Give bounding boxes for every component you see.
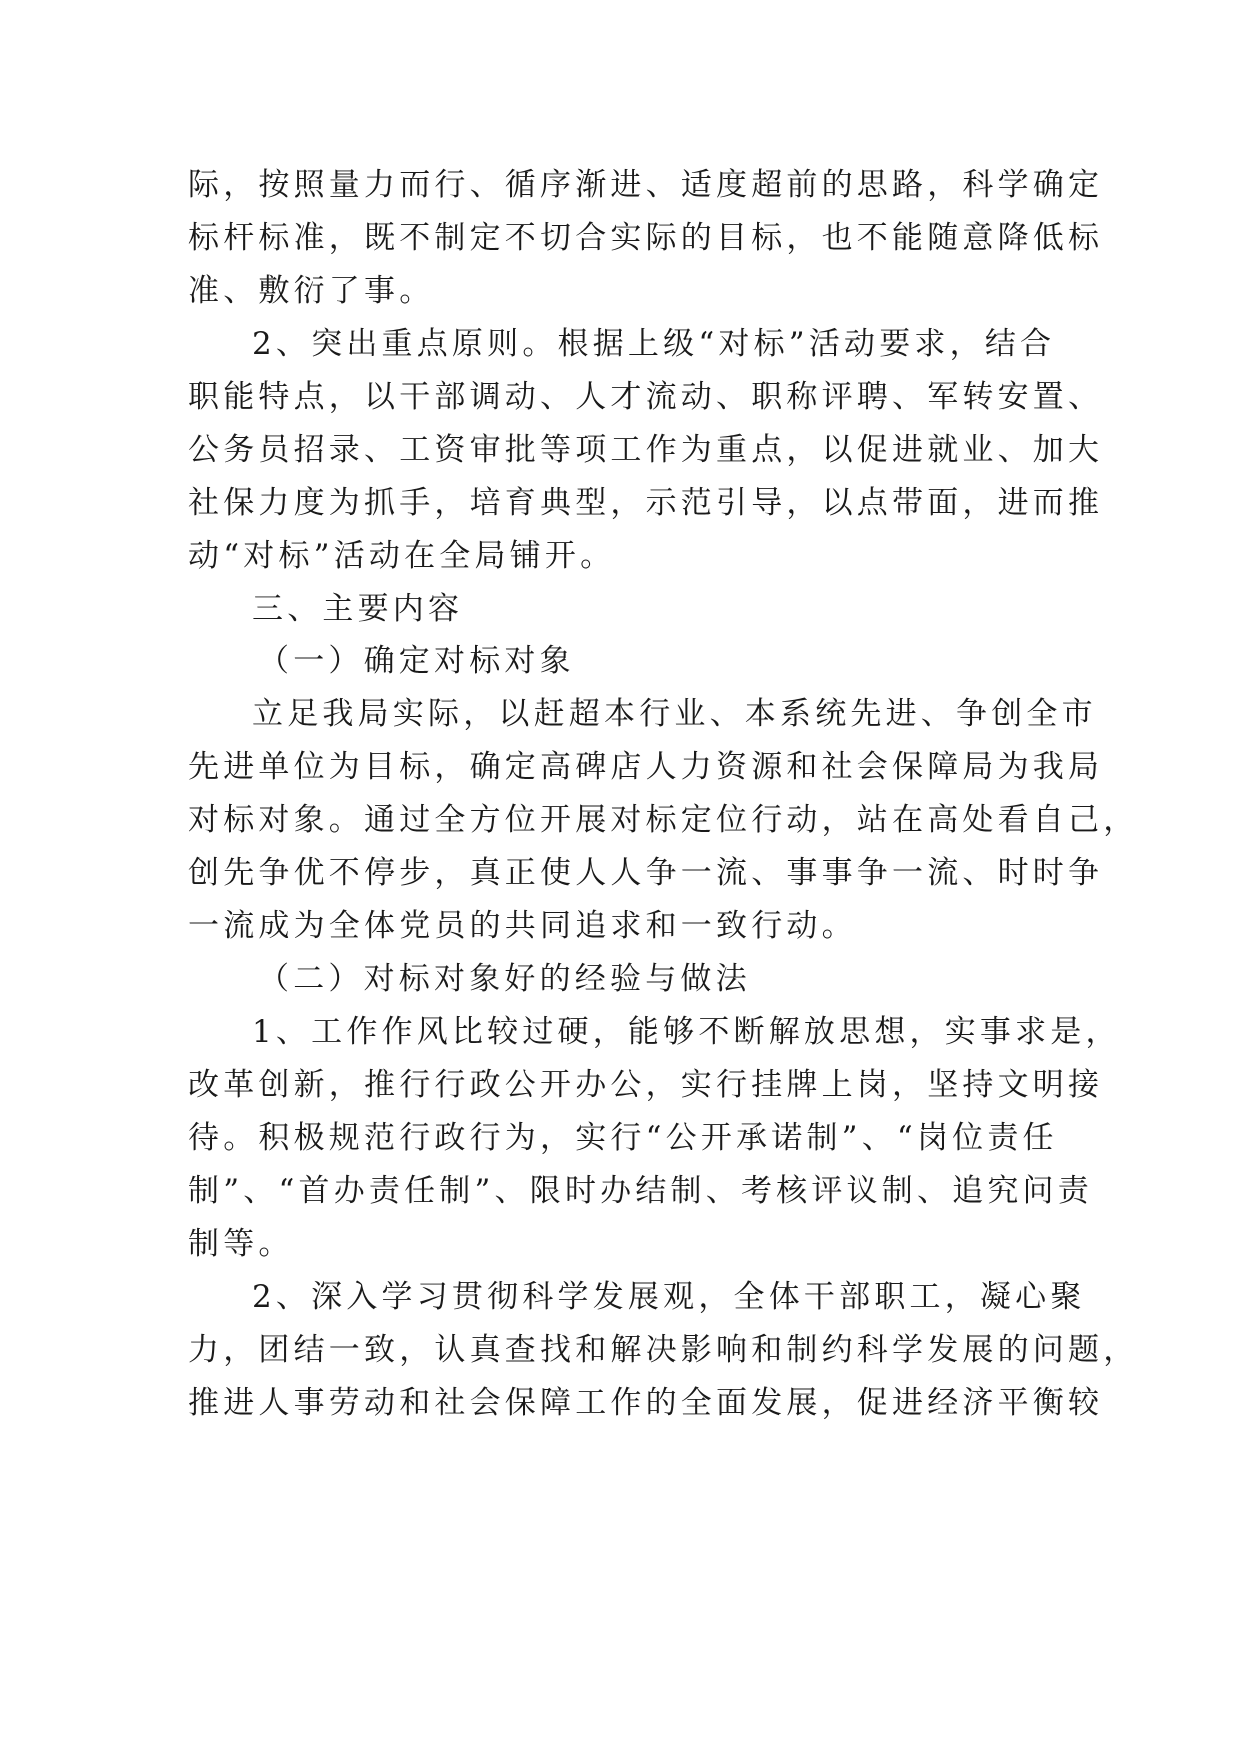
text-line: 先进单位为目标，确定高碑店人力资源和社会保障局为我局 — [188, 749, 1104, 785]
paragraph-start: 立足我局实际，以赶超本行业、本系统先进、争创全市 — [252, 696, 1097, 732]
text-line: 对标对象。通过全方位开展对标定位行动，站在高处看自己， — [188, 802, 1139, 838]
text-line: 制等。 — [188, 1226, 294, 1262]
text-line: 待。积极规范行政行为，实行“公开承诺制”、“岗位责任 — [188, 1120, 1058, 1156]
text-line: 创先争优不停步，真正使人人争一流、事事争一流、时时争 — [188, 855, 1104, 891]
text-line: 制”、“首办责任制”、限时办结制、考核评议制、追究问责 — [188, 1173, 1093, 1209]
paragraph-start: 2、深入学习贯彻科学发展观，全体干部职工，凝心聚 — [252, 1279, 1086, 1315]
paragraph-start: 1、工作作风比较过硬，能够不断解放思想，实事求是， — [252, 1014, 1121, 1050]
text-line: 际，按照量力而行、循序渐进、适度超前的思路，科学确定 — [188, 167, 1104, 203]
text-line: 一流成为全体党员的共同追求和一致行动。 — [188, 908, 857, 944]
subsection-heading: （一）确定对标对象 — [258, 643, 575, 679]
subsection-heading: （二）对标对象好的经验与做法 — [258, 961, 751, 997]
text-line: 改革创新，推行行政公开办公，实行挂牌上岗，坚持文明接 — [188, 1067, 1104, 1103]
text-line: 社保力度为抓手，培育典型，示范引导，以点带面，进而推 — [188, 485, 1104, 521]
text-line: 力，团结一致，认真查找和解决影响和制约科学发展的问题， — [188, 1332, 1139, 1368]
text-line: 推进人事劳动和社会保障工作的全面发展，促进经济平衡较 — [188, 1385, 1104, 1421]
text-line: 动“对标”活动在全局铺开。 — [188, 538, 616, 574]
section-heading: 三、主要内容 — [252, 591, 464, 627]
text-line: 职能特点，以干部调动、人才流动、职称评聘、军转安置、 — [188, 379, 1104, 415]
text-line: 准、敷衍了事。 — [188, 273, 435, 309]
text-line: 标杆标准，既不制定不切合实际的目标，也不能随意降低标 — [188, 220, 1104, 256]
paragraph-start: 2、突出重点原则。根据上级“对标”活动要求，结合 — [252, 326, 1056, 362]
text-line: 公务员招录、工资审批等项工作为重点，以促进就业、加大 — [188, 432, 1104, 468]
